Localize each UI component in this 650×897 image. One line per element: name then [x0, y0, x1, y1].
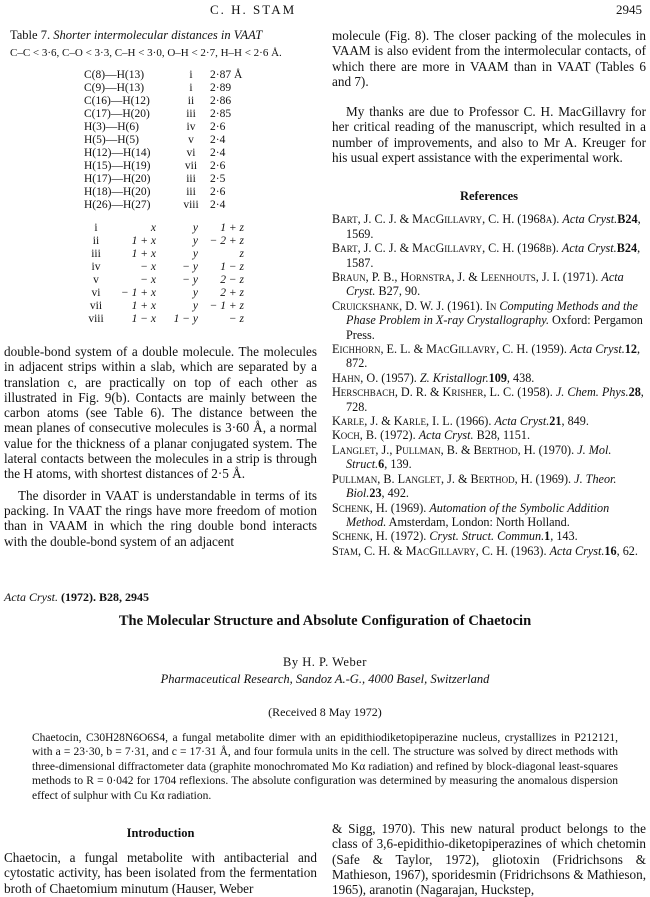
- introduction-right: & Sigg, 1970). This new natural product belongs to the class of 3,6-epidithio-diketopiperazines of which chetomin (Safe & Taylor, 1972), gliotoxin (Fridrichsons & Mathieson, 1967), sporidesmin (Fridrichsons & Mathieson, 1965), aranotin (Nagarajan, Huckstep,: [332, 821, 646, 897]
- table-7-conditions: C–C < 3·6, C–O < 3·3, C–H < 3·0, O–H < 2·7, H–H < 2·6 Å.: [10, 47, 282, 59]
- reference-volume: B24: [616, 241, 638, 256]
- symmetry-y: y: [192, 235, 198, 247]
- symmetry-code: i: [94, 222, 98, 234]
- introduction-left: Chaetocin, a fungal metabolite with antibacterial and cytostatic activity, has been isolated from the fermentation broth of Chaetomium minutum (Hauser, Weber: [4, 850, 317, 896]
- reference-journal: Acta Cryst.: [346, 270, 624, 299]
- symmetry-row: [86, 235, 244, 248]
- symmetry-code: iv: [91, 261, 101, 273]
- symmetry-y: − y: [182, 261, 198, 273]
- distance-value: 2·85: [210, 108, 232, 120]
- reference-entry: [332, 529, 646, 543]
- reference-journal: J. Mol. Struct.: [346, 442, 612, 472]
- page-number: 2945: [616, 2, 642, 17]
- reference-journal: Acta Cryst.: [494, 414, 550, 429]
- symmetry-code: vi: [91, 287, 101, 299]
- reference-journal: J. Theor. Biol.: [346, 471, 617, 501]
- distance-value: 2·4: [210, 199, 226, 211]
- reference-authors: Hahn, O. (1957).: [332, 370, 417, 385]
- distance-value: 2·6: [210, 121, 226, 133]
- reference-authors: Bart, J. C. J. & MacGillavry, C. H. (1968a).: [332, 212, 560, 227]
- reference-authors: Karle, J. & Karle, I. L. (1966).: [332, 414, 492, 429]
- byline: By H. P. Weber: [283, 655, 367, 669]
- reference-journal: Automation of the Symbolic Addition Method.: [346, 500, 610, 529]
- reference-pages: , 1569.: [346, 212, 641, 241]
- symmetry-row: [86, 300, 244, 313]
- symmetry-z: 2 − z: [220, 274, 244, 286]
- reference-entry: [332, 443, 646, 472]
- references-heading: References: [459, 189, 519, 204]
- reference-pages: , 143.: [550, 529, 578, 544]
- symmetry-x: 1 − x: [131, 313, 156, 325]
- distance-code: vii: [184, 160, 198, 172]
- table-7-label: Table 7.: [10, 28, 51, 42]
- reference-journal: Z. Kristallogr.: [419, 370, 489, 385]
- symmetry-row: [86, 274, 244, 287]
- reference-pages: , 849.: [561, 414, 589, 429]
- distance-row: [84, 95, 242, 108]
- distance-value: 2·89: [210, 82, 232, 94]
- reference-pages: , 438.: [506, 370, 535, 385]
- distance-pair: H(18)—H(20): [84, 186, 151, 198]
- distance-code: ii: [187, 95, 195, 107]
- reference-journal: Acta Cryst.: [549, 543, 605, 558]
- symmetry-z: − 1 + z: [209, 300, 244, 312]
- reference-volume: 23: [369, 486, 382, 501]
- symmetry-code: ii: [92, 235, 100, 247]
- reference-pages: , 139.: [384, 457, 412, 472]
- symmetry-code: vii: [89, 300, 103, 312]
- running-head: [0, 2, 650, 18]
- reference-pages: , 728.: [346, 385, 644, 414]
- distance-code: i: [189, 82, 193, 94]
- distance-row: [84, 199, 242, 212]
- citation-journal: Acta Cryst.: [4, 590, 58, 604]
- reference-pages: , 492.: [381, 486, 409, 501]
- symmetry-row: [86, 222, 244, 235]
- introduction-heading: Introduction: [126, 826, 195, 840]
- symmetry-z: 1 − z: [220, 261, 244, 273]
- distance-row: [84, 134, 242, 147]
- reference-entry: [332, 414, 646, 428]
- distance-row: [84, 82, 242, 95]
- reference-volume: 28: [628, 385, 641, 400]
- distance-code: iii: [186, 173, 196, 185]
- distance-pair: H(15)—H(19): [84, 160, 151, 172]
- reference-journal: Acta Cryst.: [418, 428, 474, 443]
- distance-code: v: [188, 134, 194, 146]
- symmetry-code: v: [93, 274, 99, 286]
- symmetry-z: − z: [228, 313, 244, 325]
- reference-volume: 1: [544, 529, 551, 544]
- reference-authors: Langlet, J., Pullman, B. & Berthod, H. (1970).: [332, 442, 575, 457]
- distance-pair: C(9)—H(13): [84, 82, 145, 94]
- reference-list: [332, 212, 646, 558]
- distance-pair: C(16)—H(12): [84, 95, 150, 107]
- reference-entry: [332, 299, 646, 342]
- abstract: Chaetocin, C30H28N6O6S4, a fungal metabolite dimer with an epidithiodiketopiperazine nucleus, crystallizes in P212121, with a = 23·30, b = 7·31, and c = 17·31 Å, and four formula units in the cell. The structure was solved by direct methods with three-dimensional diffractometer data (graphite monochromated Mo Kα radiation) and refined by block-diagonal least-squares methods to R = 0·042 for 1704 reflexions. The absolute configuration was determined by measuring the anomalous dispersion effect of sulphur with Cu Kα radiation.: [32, 732, 618, 802]
- reference-journal: Acta Cryst.: [561, 241, 617, 256]
- reference-authors: Schenk, H. (1972).: [332, 529, 427, 544]
- symmetry-x: x: [150, 222, 156, 234]
- symmetry-y: y: [192, 300, 198, 312]
- acknowledgement-paragraph: My thanks are due to Professor C. H. MacGillavry for her critical reading of the manuscript, which resulted in a number of improvements, and also to Mr A. Kreuger for his usual expert assistance with the experimental work.: [332, 104, 646, 166]
- distance-pair: C(8)—H(13): [84, 69, 145, 81]
- reference-authors: Pullman, B. Langlet, J. & Berthod, H. (1969).: [332, 471, 572, 486]
- symmetry-z: 1 + z: [220, 222, 244, 234]
- distance-pair: H(3)—H(6): [84, 121, 139, 133]
- reference-entry: [332, 212, 646, 241]
- closer-packing-paragraph: molecule (Fig. 8). The closer packing of the molecules in VAAM is also evident from the intermolecular contacts, of which there are more in VAAM than in VAAT (Tables 6 and 7).: [332, 28, 646, 89]
- reference-entry: [332, 241, 646, 270]
- distance-row: [84, 121, 242, 134]
- reference-pages: Amsterdam, London: North Holland.: [386, 514, 570, 529]
- symmetry-x: 1 + x: [131, 235, 156, 247]
- article-title: The Molecular Structure and Absolute Configuration of Chaetocin: [118, 613, 532, 629]
- symmetry-table: [86, 222, 244, 326]
- reference-authors: Cruickshank, D. W. J. (1961). In: [332, 298, 497, 313]
- distance-value: 2·6: [210, 160, 226, 172]
- right-column: [332, 28, 646, 558]
- symmetry-y: − y: [182, 274, 198, 286]
- distance-row: [84, 160, 242, 173]
- reference-authors: Braun, P. B., Hornstra, J. & Leenhouts, J. I. (1971).: [332, 270, 599, 284]
- distance-table: [84, 69, 242, 212]
- symmetry-code: iii: [91, 248, 101, 260]
- reference-authors: Eichhorn, E. L. & MacGillavry, C. H. (1959).: [332, 342, 567, 357]
- packing-paragraph: double-bond system of a double molecule. The molecules in adjacent strips within a slab, which are separated by a translation c, are practically on top of each other as illustrated in Fig. 9(b). Contacts are mainly between the carbon atoms (see Table 6). The distance between the mean planes of consecutive molecules is 3·60 Å, a normal value for the thickness of a planar conjugated system. The lateral contacts between the molecules in a strip is through the H atoms, with shortest distances of 2·5 Å.: [4, 344, 317, 482]
- disorder-paragraph: The disorder in VAAT is understandable in terms of its packing. In VAAT the rings have more freedom of motion than in VAAM in which the ring double bond interacts with the double-bond system of an adjacent: [4, 487, 317, 549]
- symmetry-z: − 2 + z: [209, 235, 244, 247]
- reference-entry: [332, 342, 646, 371]
- reference-entry: [332, 472, 646, 501]
- symmetry-y: y: [192, 248, 198, 260]
- reference-entry: [332, 544, 646, 558]
- distance-pair: H(17)—H(20): [84, 173, 151, 185]
- distance-pair: H(12)—H(14): [84, 147, 151, 159]
- reference-entry: [332, 428, 646, 442]
- distance-row: [84, 173, 242, 186]
- reference-volume: 16: [604, 543, 617, 558]
- distance-row: [84, 69, 242, 82]
- symmetry-x: 1 + x: [131, 300, 156, 312]
- distance-value: 2·4: [210, 147, 226, 159]
- distance-row: [84, 147, 242, 160]
- distance-code: iii: [186, 186, 196, 198]
- reference-authors: Koch, B. (1972).: [332, 428, 416, 443]
- symmetry-row: [86, 248, 244, 261]
- reference-pages: , 62.: [616, 543, 638, 558]
- distance-row: [84, 108, 242, 121]
- symmetry-code: viii: [88, 313, 104, 325]
- reference-entry: [332, 501, 646, 530]
- symmetry-z: 2 + z: [220, 287, 244, 299]
- left-column: [4, 28, 317, 549]
- distance-code: i: [189, 69, 193, 81]
- reference-entry: [332, 371, 646, 385]
- reference-pages: , 1587.: [346, 241, 641, 270]
- symmetry-y: y: [192, 287, 198, 299]
- reference-volume: 21: [549, 414, 562, 429]
- distance-code: iv: [186, 121, 196, 133]
- distance-code: vi: [186, 147, 196, 159]
- symmetry-x: 1 + x: [131, 248, 156, 260]
- reference-volume: 6: [378, 457, 385, 472]
- distance-value: 2·5: [210, 173, 226, 185]
- reference-pages: B27, 90.: [375, 284, 421, 299]
- reference-journal: Acta Cryst.: [562, 212, 618, 227]
- reference-volume: 12: [624, 342, 637, 357]
- distance-pair: C(17)—H(20): [84, 108, 150, 120]
- symmetry-row: [86, 313, 244, 326]
- distance-value: 2·87 Å: [210, 69, 243, 81]
- distance-value: 2·6: [210, 186, 226, 198]
- reference-journal: Computing Methods and the Phase Problem in X-ray Crystallography.: [346, 298, 638, 328]
- distance-pair: H(26)—H(27): [84, 199, 151, 211]
- reference-authors: Schenk, H. (1969).: [332, 500, 427, 515]
- symmetry-x: − x: [140, 261, 156, 273]
- symmetry-row: [86, 261, 244, 274]
- table-7-title: [10, 28, 317, 43]
- reference-volume: 109: [488, 370, 507, 385]
- symmetry-y: y: [192, 222, 198, 234]
- table-7-caption: Shorter intermolecular distances in VAAT: [53, 28, 263, 42]
- reference-pages: , 872.: [346, 342, 640, 371]
- symmetry-y: 1 − y: [173, 313, 198, 325]
- symmetry-row: [86, 287, 244, 300]
- received-date: (Received 8 May 1972): [268, 705, 382, 719]
- running-head-author: C. H. STAM: [210, 2, 297, 17]
- reference-pages: B28, 1151.: [473, 428, 530, 443]
- distance-row: [84, 186, 242, 199]
- reference-pages: Oxford: Pergamon Press.: [346, 313, 643, 342]
- distance-value: 2·86: [210, 95, 232, 107]
- reference-journal: Acta Cryst.: [569, 342, 625, 357]
- symmetry-z: z: [239, 248, 244, 260]
- symmetry-x: − x: [140, 274, 156, 286]
- reference-journal: Cryst. Struct. Commun.: [429, 529, 545, 544]
- affiliation: Pharmaceutical Research, Sandoz A.-G., 4000 Basel, Switzerland: [160, 672, 490, 686]
- reference-authors: Herschbach, D. R. & Krisher, L. C. (1958).: [332, 385, 553, 400]
- symmetry-x: − 1 + x: [121, 287, 156, 299]
- reference-authors: Stam, C. H. & MacGillavry, C. H. (1963).: [332, 543, 547, 558]
- citation-details: (1972). B28, 2945: [58, 590, 149, 604]
- distance-value: 2·4: [210, 134, 226, 146]
- reference-entry: [332, 385, 646, 414]
- reference-entry: [332, 270, 646, 299]
- article-citation: [4, 590, 149, 605]
- reference-volume: B24: [617, 212, 638, 227]
- distance-code: viii: [183, 199, 199, 211]
- distance-pair: H(5)—H(5): [84, 134, 139, 146]
- reference-journal: J. Chem. Phys.: [555, 385, 629, 400]
- distance-code: iii: [186, 108, 196, 120]
- reference-authors: Bart, J. C. J. & MacGillavry, C. H. (1968b).: [332, 241, 559, 256]
